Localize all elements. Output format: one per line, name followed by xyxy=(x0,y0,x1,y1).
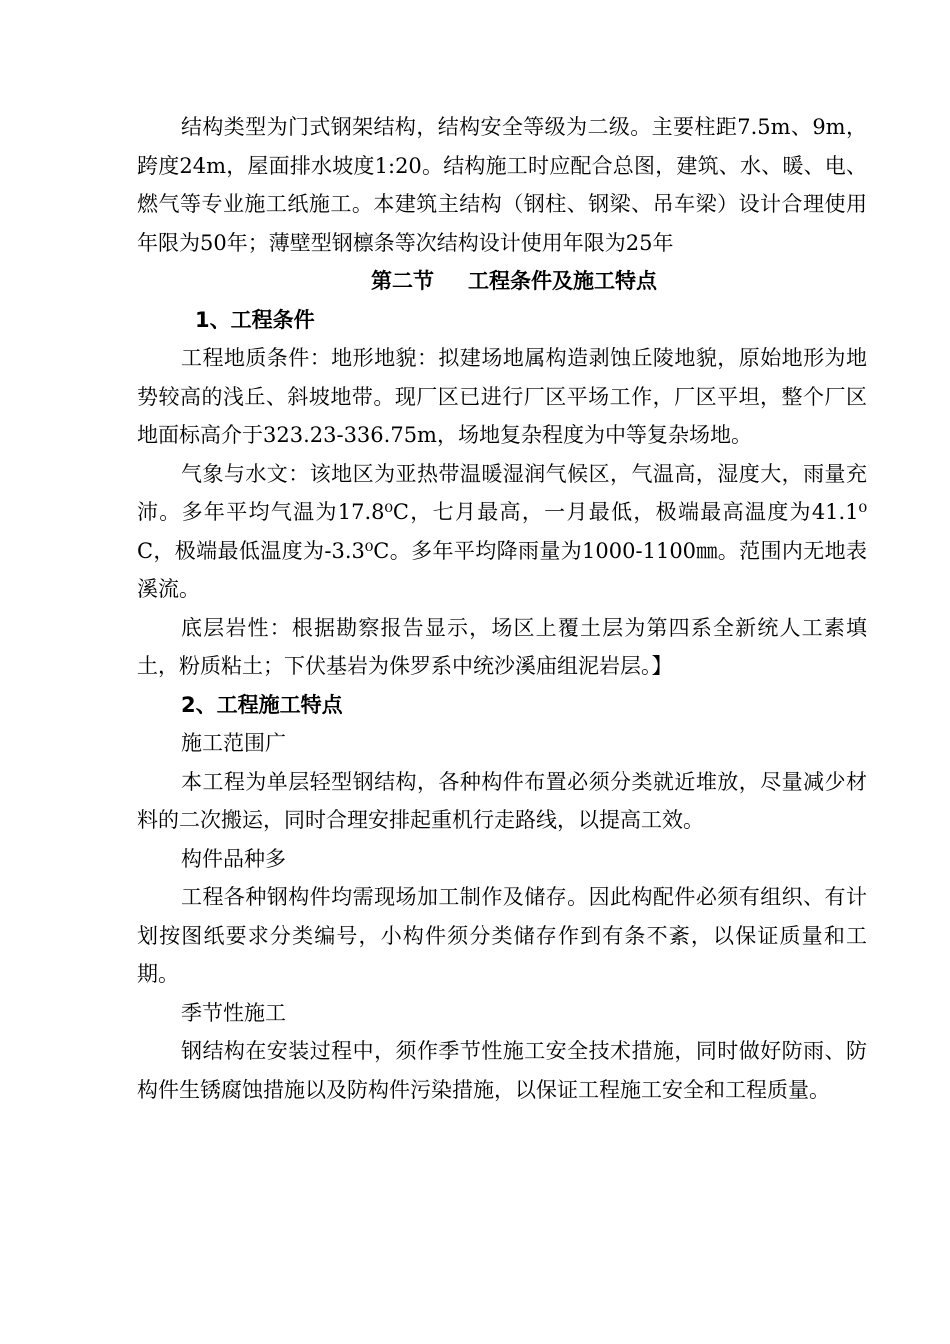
section-title: 工程条件及施工特点 xyxy=(468,269,657,293)
item-text-scope: 本工程为单层轻型钢结构，各种构件布置必须分类就近堆放，尽量减少材料的二次搬运，同时合理安排起重机行走路线，以提高工效。 xyxy=(137,769,867,832)
subheading-features: 2、工程施工特点 xyxy=(181,692,343,717)
item-text-components: 工程各种钢构件均需现场加工制作及储存。因此构配件必须有组织、有计划按图纸要求分类编号，小构件须分类储存作到有条不紊，以保证质量和工期。 xyxy=(137,885,867,986)
item-title-seasonal: 季节性施工 xyxy=(181,1000,286,1025)
paragraph-climate: 气象与水文：该地区为亚热带温暖湿润气候区，气温高，湿度大，雨量充沛。多年平均气温为17.8⁰C，七月最高，一月最低，极端最高温度为41.1⁰C，极端最低温度为-3.3⁰C。多年平均降雨量为1000-1100㎜。范围内无地表溪流。 xyxy=(137,461,867,601)
paragraph-rock: 底层岩性：根据勘察报告显示，场区上覆土层为第四系全新统人工素填土，粉质粘土；下伏基岩为侏罗系中统沙溪庙组泥岩层。】 xyxy=(137,615,867,678)
section-heading xyxy=(137,262,867,301)
paragraph-structure-type: 结构类型为门式钢架结构，结构安全等级为二级。主要柱距7.5m、9m，跨度24m，屋面排水坡度1:20。结构施工时应配合总图，建筑、水、暖、电、燃气等专业施工纸施工。本建筑主结构（钢柱、钢梁、吊车梁）设计合理使用年限为50年；薄壁型钢檩条等次结构设计使用年限为25年 xyxy=(137,115,867,255)
subheading-conditions: 1、工程条件 xyxy=(195,307,315,332)
section-number: 第二节 xyxy=(371,269,434,293)
item-text-seasonal: 钢结构在安装过程中，须作季节性施工安全技术措施，同时做好防雨、防构件生锈腐蚀措施以及防构件污染措施，以保证工程施工安全和工程质量。 xyxy=(137,1039,867,1102)
paragraph-geology: 工程地质条件：地形地貌：拟建场地属构造剥蚀丘陵地貌，原始地形为地势较高的浅丘、斜坡地带。现厂区已进行厂区平场工作，厂区平坦，整个厂区地面标高介于323.23-336.75m，场地复杂程度为中等复杂场地。 xyxy=(137,346,867,447)
document-page xyxy=(137,108,867,1109)
item-title-components: 构件品种多 xyxy=(181,846,286,871)
item-title-scope: 施工范围广 xyxy=(181,731,286,755)
